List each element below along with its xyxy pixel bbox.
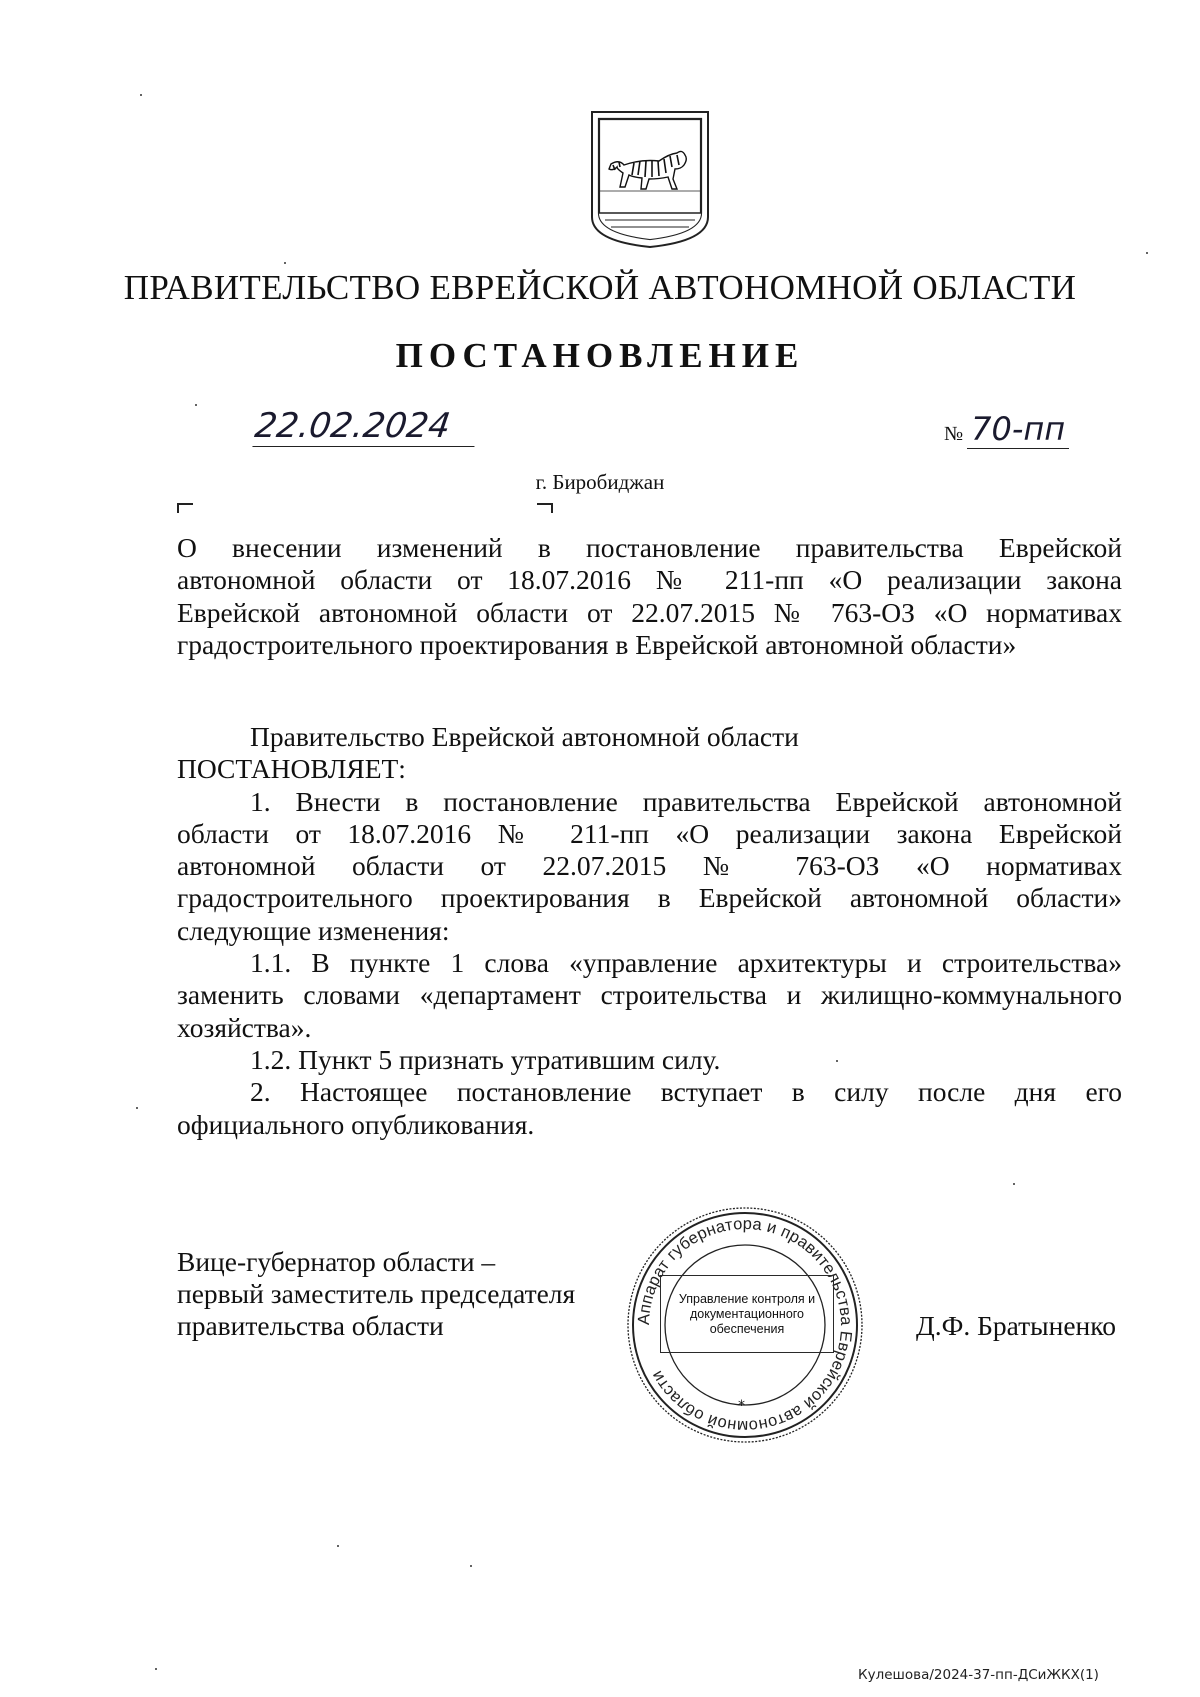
scan-speck (470, 1565, 472, 1567)
scan-speck (155, 1668, 157, 1670)
scan-speck (136, 1107, 138, 1109)
scan-speck (195, 404, 197, 406)
preamble-resolve: ПОСТАНОВЛЯЕТ: (177, 753, 406, 785)
city-name: г. Биробиджан (535, 470, 665, 494)
signer-position-line: Вице-губернатор области – (177, 1246, 496, 1277)
tiger-coat-of-arms-icon (589, 109, 711, 249)
subject-corner-left (177, 503, 193, 513)
item-1-line: области от 18.07.2016 № 211-пп «О реализации закона Еврейской (177, 817, 1122, 849)
scan-speck (337, 1545, 339, 1547)
item-1-line: 1. Внести в постановление правительства Еврейской автономной (250, 785, 1122, 817)
seal-outer-text: Аппарат губернатора и правительства Еврейской автономной области (634, 1214, 856, 1436)
signer-position (177, 1246, 575, 1342)
seal-inner-box (660, 1275, 834, 1353)
signer-position-line: правительства области (177, 1310, 444, 1341)
scan-speck (1013, 1183, 1015, 1185)
item-2-line: 2. Настоящее постановление вступает в силу после дня его (250, 1076, 1122, 1108)
subject-line: автономной области от 18.07.2016 № 211-пп «О реализации закона (177, 564, 1122, 596)
number-sign: № (944, 423, 964, 445)
item-1-line: градостроительного проектирования в Еврейской автономной области» (177, 882, 1122, 914)
item-1-line: автономной области от 22.07.2015 № 763-ОЗ «О нормативах (177, 850, 1122, 882)
document-type-heading: ПОСТАНОВЛЕНИЕ (395, 336, 805, 375)
item-1-line: следующие изменения: (177, 914, 450, 946)
scan-speck (836, 1060, 838, 1062)
subject-corner-right (537, 503, 553, 513)
document-subject (177, 532, 1122, 661)
subject-line: Еврейской автономной области от 22.07.2015 № 763-ОЗ «О нормативах (177, 596, 1122, 628)
seal-inner-line: Управление контроля и (678, 1291, 816, 1306)
document-body (177, 721, 1122, 1141)
item-1-2-line: 1.2. Пункт 5 признать утратившим силу. (250, 1043, 721, 1075)
item-1-1-line: 1.1. В пункте 1 слова «управление архитектуры и строительства» (250, 947, 1122, 979)
scan-speck (284, 262, 286, 264)
seal-star: * (738, 1398, 745, 1414)
footer-document-code: Кулешова/2024-37-пп-ДСиЖКХ(1) (858, 1667, 1099, 1683)
subject-line: О внесении изменений в постановление правительства Еврейской (177, 532, 1122, 563)
handwritten-date: 22.02.2024 (252, 410, 479, 447)
signer-position-line: первый заместитель председателя (177, 1278, 576, 1309)
scan-speck (140, 94, 142, 96)
scan-speck (1146, 252, 1148, 254)
signer-name: Д.Ф. Братыненко (916, 1310, 1116, 1341)
government-title: ПРАВИТЕЛЬСТВО ЕВРЕЙСКОЙ АВТОНОМНОЙ ОБЛАСТИ (123, 268, 1077, 307)
seal-inner-line: документационного (689, 1306, 805, 1321)
document-number (944, 410, 1069, 449)
item-1-1-line: хозяйства». (177, 1011, 312, 1043)
seal-inner-line: обеспечения (709, 1321, 785, 1336)
preamble-line: Правительство Еврейской автономной области (250, 721, 799, 752)
item-2-line: официального опубликования. (177, 1108, 535, 1140)
subject-line: градостроительного проектирования в Еврейской автономной области» (177, 628, 1017, 660)
item-1-1-line: заменить словами «департамент строительства и жилищно-коммунального (177, 979, 1122, 1011)
handwritten-number: 70-пп (967, 410, 1069, 449)
